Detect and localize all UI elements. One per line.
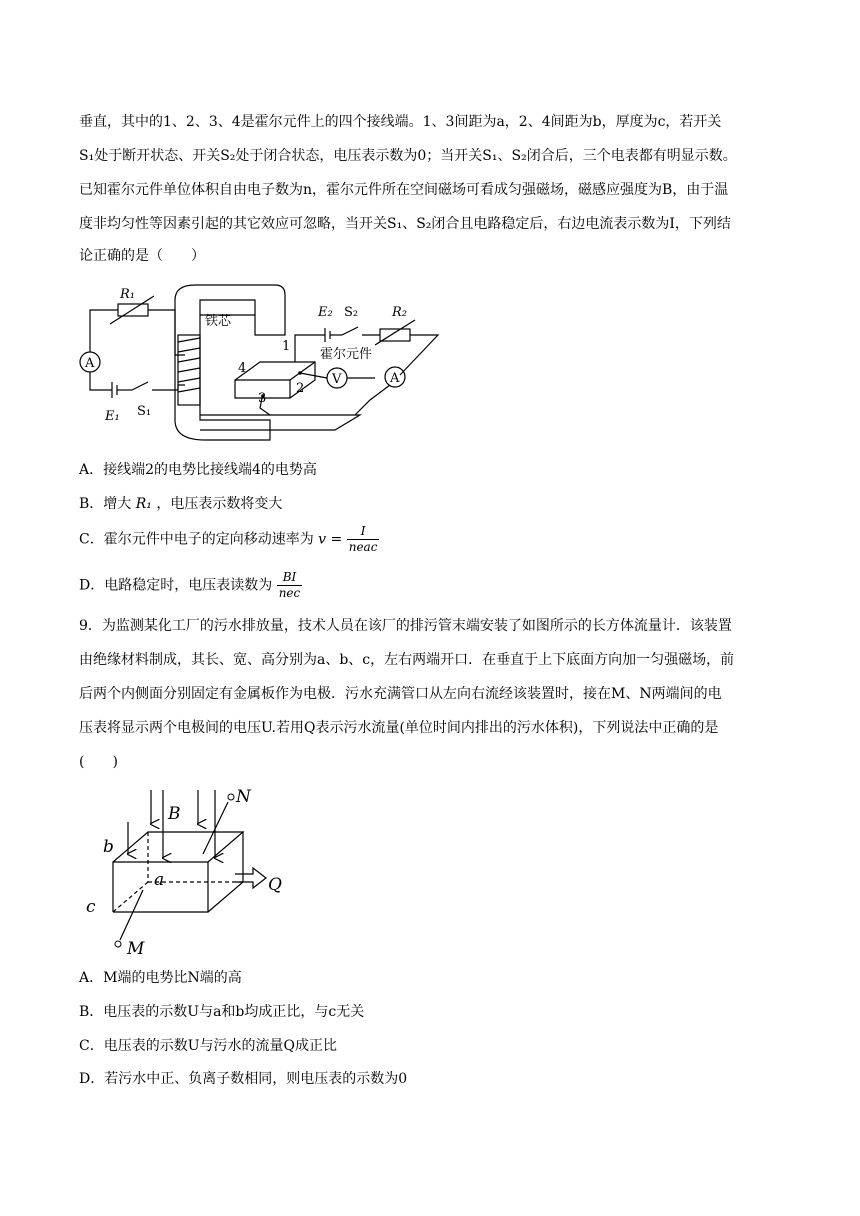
label-n: N (236, 787, 251, 807)
q9-stem-line: ( ) (79, 754, 118, 770)
q8-option-d (79, 570, 302, 601)
label-core: 铁芯 (205, 314, 232, 329)
label-c: c (86, 897, 96, 917)
label-terminal-3: 3 (258, 391, 267, 406)
label-b: b (103, 837, 114, 857)
label-terminal-1: 1 (282, 339, 291, 354)
label-e2: E₂ (318, 305, 333, 320)
q8-option-c-fraction (347, 524, 380, 555)
label-r2: R₂ (392, 305, 407, 320)
label-ammeter-right: A (390, 371, 400, 386)
label-m: M (127, 939, 145, 957)
q8-option-c (79, 524, 379, 555)
label-s1: S₁ (137, 404, 152, 419)
q9-option-d: D．若污水中正、负离子数相同，则电压表的示数为0 (79, 1071, 408, 1087)
fraction-numerator: BI (277, 570, 303, 586)
fraction-denominator: neac (348, 540, 378, 554)
q8-option-b-prefix: B．增大 (79, 496, 132, 512)
fraction-denominator: nec (278, 586, 301, 600)
label-a: a (154, 870, 165, 890)
q8-stem-line: 垂直，其中的1、2、3、4是霍尔元件上的四个接线端。1、3间距为a，2、4间距为b，厚度为c，若开关 (79, 114, 722, 130)
q8-option-d-prefix: D．电路稳定时，电压表读数为 (79, 577, 273, 594)
label-e1: E₁ (105, 409, 120, 424)
label-s2: S₂ (344, 305, 359, 320)
hall-circuit-figure (70, 280, 450, 450)
q9-option-c: C．电压表的示数U与污水的流量Q成正比 (79, 1038, 337, 1054)
label-terminal-4: 4 (238, 361, 247, 376)
q8-option-d-fraction (277, 570, 303, 601)
label-field-b: B (168, 804, 181, 824)
label-voltmeter: V (332, 372, 342, 387)
q8-stem-line: S₁处于断开状态、开关S₂处于闭合状态，电压表示数为0；当开关S₁、S₂闭合后，三个电表都有明显示数。 (79, 148, 737, 164)
q9-stem-line: 9．为监测某化工厂的污水排放量，技术人员在该厂的排污管末端安装了如图所示的长方体流量计．该装置 (79, 618, 732, 634)
label-r1: R₁ (120, 287, 135, 302)
q8-option-b-suffix: ，电压表示数将变大 (156, 496, 283, 512)
q9-option-b: B．电压表的示数U与a和b均成正比，与c无关 (79, 1004, 365, 1020)
q9-stem-line: 由绝缘材料制成，其长、宽、高分别为a、b、c，左右两端开口．在垂直于上下底面方向加一匀强磁场，前 (79, 652, 735, 668)
label-hall-element: 霍尔元件 (320, 347, 373, 362)
q8-stem-line: 论正确的是（ ） (79, 248, 205, 264)
flowmeter-figure (78, 782, 308, 957)
q8-option-c-lhs: v = (318, 531, 343, 548)
q8-stem-line: 已知霍尔元件单位体积自由电子数为n，霍尔元件所在空间磁场可看成匀强磁场，磁感应强度为B，由于温 (79, 182, 729, 198)
q9-option-a: A．M端的电势比N端的高 (79, 970, 242, 986)
q9-stem-line: 压表将显示两个电极间的电压U.若用Q表示污水流量(单位时间内排出的污水体积)，下列说法中正确的是 (79, 720, 719, 736)
q8-option-b-var: R₁ (135, 496, 152, 512)
label-terminal-2: 2 (296, 381, 305, 396)
label-ammeter-left: A (85, 356, 95, 371)
q8-option-c-prefix: C．霍尔元件中电子的定向移动速率为 (79, 531, 314, 548)
q8-option-a: A．接线端2的电势比接线端4的电势高 (79, 462, 317, 478)
q9-stem-line: 后两个内侧面分别固定有金属板作为电极．污水充满管口从左向右流经该装置时，接在M、N两端间的电 (79, 686, 722, 702)
fraction-numerator: I (347, 524, 380, 540)
q8-option-b (79, 494, 282, 514)
label-q: Q (268, 875, 282, 895)
q8-stem-line: 度非均匀性等因素引起的其它效应可忽略，当开关S₁、S₂闭合且电路稳定后，右边电流表示数为I，下列结 (79, 216, 731, 232)
